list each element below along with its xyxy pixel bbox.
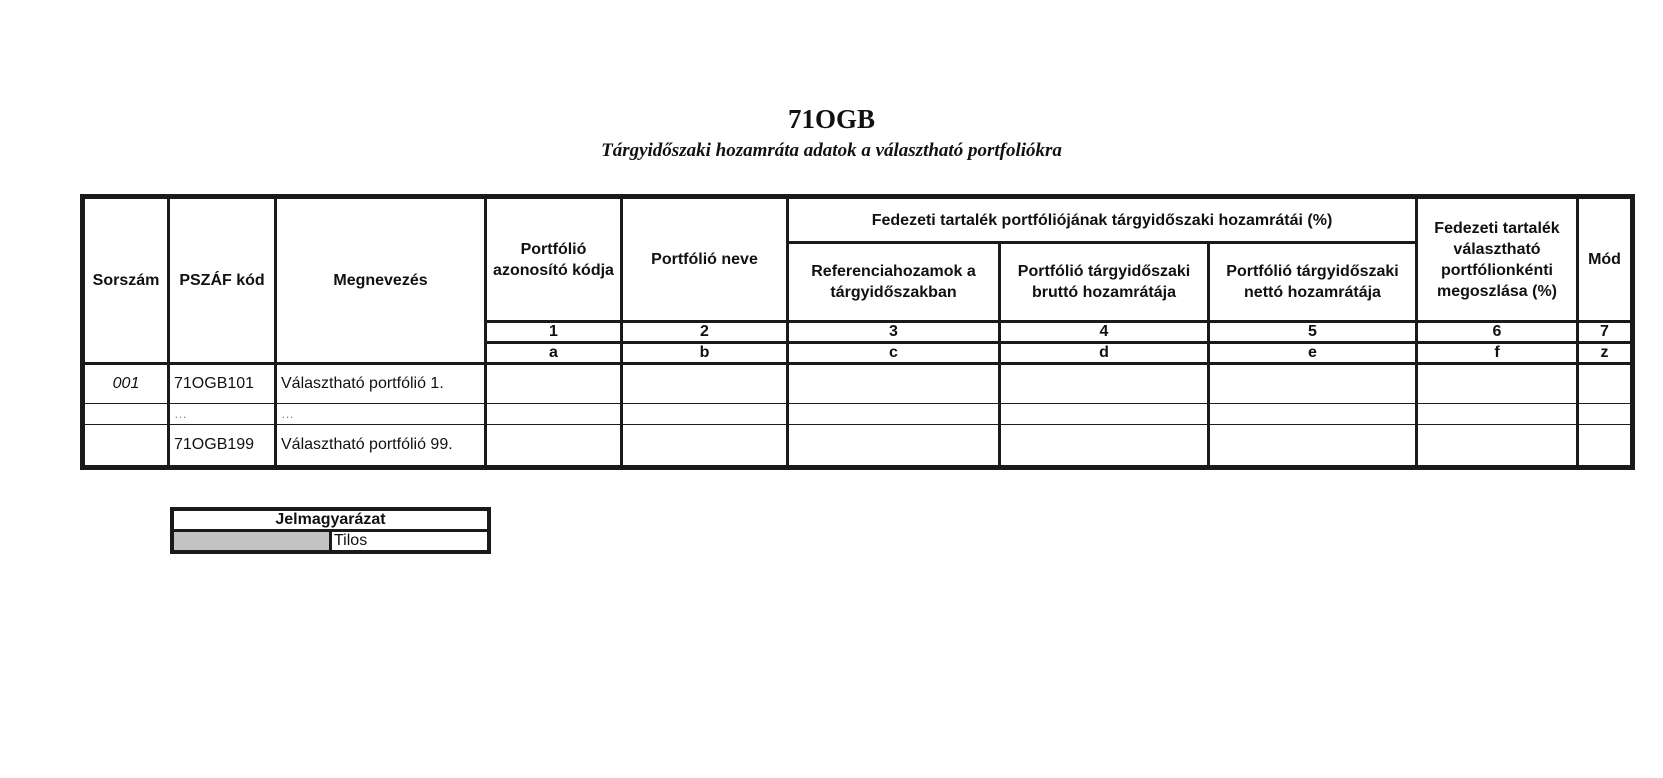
- column-number: 6: [1417, 322, 1578, 343]
- row-pszaf-kod: …: [169, 404, 276, 425]
- cell-portfolio-neve[interactable]: [622, 364, 788, 404]
- header-mod: Mód: [1578, 197, 1633, 322]
- cell-netto[interactable]: [1209, 364, 1417, 404]
- table-row: [83, 425, 1633, 468]
- cell-netto[interactable]: [1209, 425, 1417, 468]
- row-megnevezes: Választható portfólió 1.: [276, 364, 486, 404]
- cell-portfolio-neve[interactable]: [622, 404, 788, 425]
- legend-title: Jelmagyarázat: [172, 509, 489, 531]
- cell-mod[interactable]: [1578, 364, 1633, 404]
- cell-portfolio-azonosito[interactable]: [486, 364, 622, 404]
- cell-mod[interactable]: [1578, 404, 1633, 425]
- row-sorszam: [83, 404, 169, 425]
- cell-referencia[interactable]: [788, 425, 1000, 468]
- cell-netto[interactable]: [1209, 404, 1417, 425]
- returns-table: [80, 194, 1635, 470]
- column-number: 3: [788, 322, 1000, 343]
- cell-megoszlas[interactable]: [1417, 425, 1578, 468]
- header-sorszam: Sorszám: [83, 197, 169, 364]
- header-brutto: Portfólió tárgyidőszaki bruttó hozamrátája: [1000, 243, 1209, 322]
- header-portfolio-azonosito: Portfólió azonosító kódja: [486, 197, 622, 322]
- column-letter: a: [486, 343, 622, 364]
- column-letter: f: [1417, 343, 1578, 364]
- column-letter: d: [1000, 343, 1209, 364]
- legend-label-forbidden: Tilos: [331, 531, 490, 553]
- row-pszaf-kod: 71OGB199: [169, 425, 276, 468]
- row-sorszam: 001: [83, 364, 169, 404]
- form-subtitle: Tárgyidőszaki hozamráta adatok a választható portfoliókra: [601, 140, 1062, 161]
- header-referencia: Referenciahozamok a tárgyidőszakban: [788, 243, 1000, 322]
- column-number: 4: [1000, 322, 1209, 343]
- row-megnevezes: …: [276, 404, 486, 425]
- header-megnevezes: Megnevezés: [276, 197, 486, 364]
- column-number: 5: [1209, 322, 1417, 343]
- column-number: 1: [486, 322, 622, 343]
- legend-swatch-forbidden: [172, 531, 331, 553]
- cell-portfolio-azonosito[interactable]: [486, 404, 622, 425]
- row-sorszam: [83, 425, 169, 468]
- header-pszaf-kod: PSZÁF kód: [169, 197, 276, 364]
- column-number: 2: [622, 322, 788, 343]
- cell-megoszlas[interactable]: [1417, 404, 1578, 425]
- cell-referencia[interactable]: [788, 404, 1000, 425]
- cell-portfolio-azonosito[interactable]: [486, 425, 622, 468]
- table-row: [83, 404, 1633, 425]
- cell-mod[interactable]: [1578, 425, 1633, 468]
- cell-brutto[interactable]: [1000, 404, 1209, 425]
- column-number: 7: [1578, 322, 1633, 343]
- cell-portfolio-neve[interactable]: [622, 425, 788, 468]
- cell-referencia[interactable]: [788, 364, 1000, 404]
- row-megnevezes: Választható portfólió 99.: [276, 425, 486, 468]
- row-pszaf-kod: 71OGB101: [169, 364, 276, 404]
- header-group-fedezeti: Fedezeti tartalék portfóliójának tárgyidőszaki hozamrátái (%): [788, 197, 1417, 243]
- form-code-title: 71OGB: [787, 104, 875, 134]
- column-letter: e: [1209, 343, 1417, 364]
- header-megoszlas: Fedezeti tartalék választható portfólionkénti megoszlása (%): [1417, 197, 1578, 322]
- column-letter: b: [622, 343, 788, 364]
- header-portfolio-neve: Portfólió neve: [622, 197, 788, 322]
- cell-megoszlas[interactable]: [1417, 364, 1578, 404]
- header-row-1: [83, 197, 1633, 243]
- column-letter: z: [1578, 343, 1633, 364]
- table-row: [83, 364, 1633, 404]
- cell-brutto[interactable]: [1000, 364, 1209, 404]
- column-letter: c: [788, 343, 1000, 364]
- cell-brutto[interactable]: [1000, 425, 1209, 468]
- legend-table: [170, 507, 491, 554]
- header-netto: Portfólió tárgyidőszaki nettó hozamrátája: [1209, 243, 1417, 322]
